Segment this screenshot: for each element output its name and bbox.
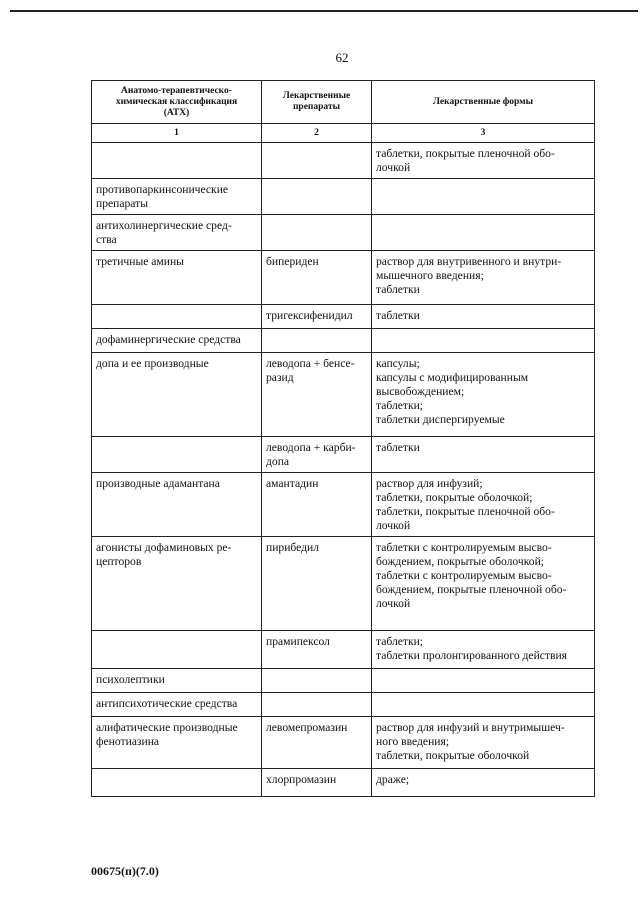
table-body	[92, 143, 595, 797]
cell-drug: тригексифенидил	[262, 305, 372, 329]
column-number: 3	[372, 124, 595, 143]
column-number: 1	[92, 124, 262, 143]
cell-forms	[372, 669, 595, 693]
top-rule	[10, 10, 638, 12]
column-number-row	[92, 124, 595, 143]
cell-drug: бипериден	[262, 251, 372, 305]
table-row	[92, 353, 595, 437]
cell-drug	[262, 669, 372, 693]
header-atx: Анатомо-терапевтическо- химическая классификация (АТХ)	[92, 81, 262, 124]
cell-drug: леводопа + бенсе- разид	[262, 353, 372, 437]
cell-atx	[92, 437, 262, 473]
cell-atx: агонисты дофаминовых ре- цепторов	[92, 537, 262, 631]
header-drugs: Лекарственные препараты	[262, 81, 372, 124]
cell-drug	[262, 693, 372, 717]
cell-atx: третичные амины	[92, 251, 262, 305]
table-row	[92, 669, 595, 693]
cell-drug	[262, 329, 372, 353]
cell-forms	[372, 693, 595, 717]
cell-drug: пирибедил	[262, 537, 372, 631]
table-row	[92, 437, 595, 473]
table-row	[92, 251, 595, 305]
table-row	[92, 305, 595, 329]
cell-atx	[92, 305, 262, 329]
cell-forms	[372, 215, 595, 251]
column-number: 2	[262, 124, 372, 143]
cell-atx	[92, 769, 262, 797]
table-row	[92, 631, 595, 669]
cell-atx	[92, 631, 262, 669]
table-row	[92, 329, 595, 353]
cell-forms: таблетки	[372, 437, 595, 473]
cell-forms: таблетки; таблетки пролонгированного действия	[372, 631, 595, 669]
atx-table	[91, 80, 595, 797]
header-forms: Лекарственные формы	[372, 81, 595, 124]
page-number: 62	[335, 50, 349, 65]
cell-forms: таблетки	[372, 305, 595, 329]
cell-drug: левомепромазин	[262, 717, 372, 769]
table-row	[92, 143, 595, 179]
cell-forms: раствор для инфузий; таблетки, покрытые оболочкой; таблетки, покрытые пленочной обо- лочкой	[372, 473, 595, 537]
cell-drug: амантадин	[262, 473, 372, 537]
cell-atx: дофаминергические средства	[92, 329, 262, 353]
cell-drug	[262, 179, 372, 215]
cell-atx: алифатические производные фенотиазина	[92, 717, 262, 769]
table-row	[92, 179, 595, 215]
cell-drug: прамипексол	[262, 631, 372, 669]
document-code: 00675(п)(7.0)	[91, 864, 159, 878]
cell-drug	[262, 215, 372, 251]
cell-forms: раствор для инфузий и внутримышеч- ного введения; таблетки, покрытые оболочкой	[372, 717, 595, 769]
cell-atx: противопаркинсонические препараты	[92, 179, 262, 215]
cell-atx: психолептики	[92, 669, 262, 693]
table-row	[92, 693, 595, 717]
cell-forms: драже;	[372, 769, 595, 797]
table-row	[92, 717, 595, 769]
table-row	[92, 473, 595, 537]
cell-drug: хлорпромазин	[262, 769, 372, 797]
cell-atx: антихолинергические сред- ства	[92, 215, 262, 251]
table-header-row	[92, 81, 595, 124]
cell-forms: таблетки с контролируемым высво- бождением, покрытые оболочкой; таблетки с контролируемым высво- бождением, покрытые пленочной обо- лочкой	[372, 537, 595, 631]
cell-atx: допа и ее производные	[92, 353, 262, 437]
cell-forms: капсулы; капсулы с модифицированным высвобождением; таблетки; таблетки диспергируемые	[372, 353, 595, 437]
cell-forms	[372, 329, 595, 353]
table-row	[92, 537, 595, 631]
table-row	[92, 769, 595, 797]
cell-forms: раствор для внутривенного и внутри- мышечного введения; таблетки	[372, 251, 595, 305]
cell-drug	[262, 143, 372, 179]
cell-atx: производные адамантана	[92, 473, 262, 537]
cell-forms: таблетки, покрытые пленочной обо- лочкой	[372, 143, 595, 179]
cell-drug: леводопа + карби- допа	[262, 437, 372, 473]
cell-forms	[372, 179, 595, 215]
cell-atx	[92, 143, 262, 179]
cell-atx: антипсихотические средства	[92, 693, 262, 717]
table-row	[92, 215, 595, 251]
